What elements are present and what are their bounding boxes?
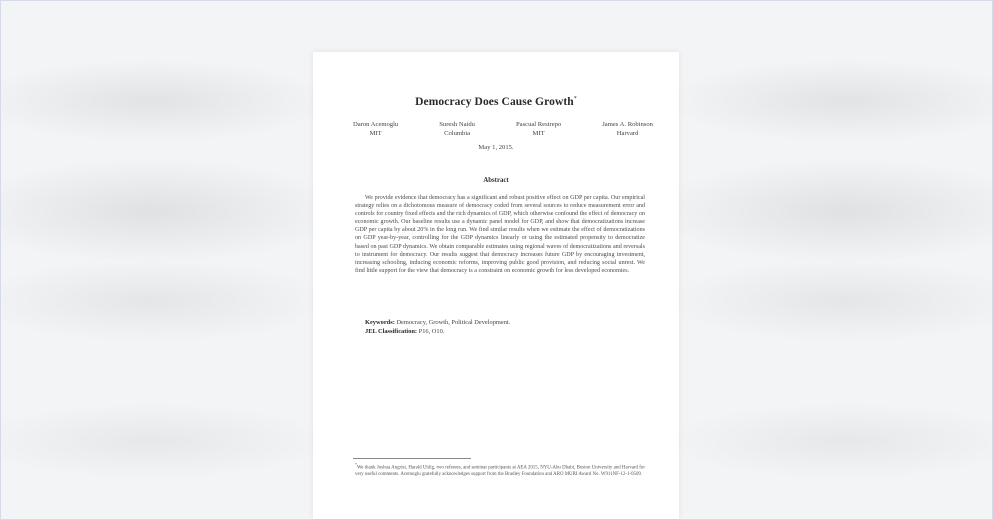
document-page xyxy=(313,52,679,519)
jel-line xyxy=(365,328,645,337)
author-name: Daron Acemoglu xyxy=(353,121,399,128)
keywords-value: Democracy, Growth, Political Development. xyxy=(396,319,511,326)
footnote-rule xyxy=(353,458,471,459)
footnote-text: We thank Joshua Angrist, Harald Uhlig, two referees, and seminar participants at AEA 2015, NYU-Abu Dhabi, Boston University and Harvard for very useful comments. Acemoglu gratefully acknowledges support from the Bradley Foundation and ARO MURI Award No. W911NF-12-1-0509. xyxy=(355,465,645,478)
author-name: James A. Robinson xyxy=(602,121,653,128)
keywords-line xyxy=(365,319,645,328)
jel-label: JEL Classification: xyxy=(365,327,418,335)
author-affiliation: MIT xyxy=(369,130,382,137)
abstract-heading: Abstract xyxy=(483,177,509,184)
author-name: Suresh Naidu xyxy=(439,121,475,128)
keywords-block xyxy=(365,319,645,336)
keywords-label: Keywords: xyxy=(365,319,395,326)
author-name: Pascual Restrepo xyxy=(515,121,562,128)
paper-title-text: Democracy Does Cause Growth xyxy=(415,96,574,108)
paper-title xyxy=(313,96,679,108)
author-block xyxy=(516,120,561,138)
author-affiliation: Columbia xyxy=(444,130,471,137)
author-affiliation: Harvard xyxy=(616,130,639,137)
abstract-text: We provide evidence that democracy has a significant and robust positive effect on GDP per capita. Our empirical strategy relies on a dichotomous measure of democracy coded from several sources to reduce measurement error and controls for country fixed effects and the rich dynamics of GDP, which otherwise confound the effect of democracy on economic growth. Our baseline results use a dynamic panel model for GDP, and show that democratizations increase GDP per capita by about 20% in the long run. We find similar results when we estimate the effect of democratizations on GDP year-by-year, controlling for the GDP dynamics linearly or using the estimated propensity to democratize based on past GDP dynamics. We obtain comparable estimates using regional waves of democratizations and reversals to instrument for democracy. Our results suggest that democracy increases future GDP by encouraging investment, increasing schooling, inducing economic reforms, improving public good provision, and reducing social unrest. We find little support for the view that democracy is a constraint on economic growth for less developed economies. xyxy=(355,195,645,274)
author-list xyxy=(353,120,653,138)
author-affiliation: MIT xyxy=(532,130,545,137)
title-footnote-mark: * xyxy=(573,96,577,103)
paper-date: May 1, 2015. xyxy=(478,144,514,151)
footnote-mark: * xyxy=(355,462,357,467)
author-block xyxy=(439,120,475,138)
jel-value: P16, O10. xyxy=(418,327,445,335)
author-block xyxy=(602,120,653,138)
footnote xyxy=(355,462,645,479)
author-block xyxy=(353,120,398,138)
